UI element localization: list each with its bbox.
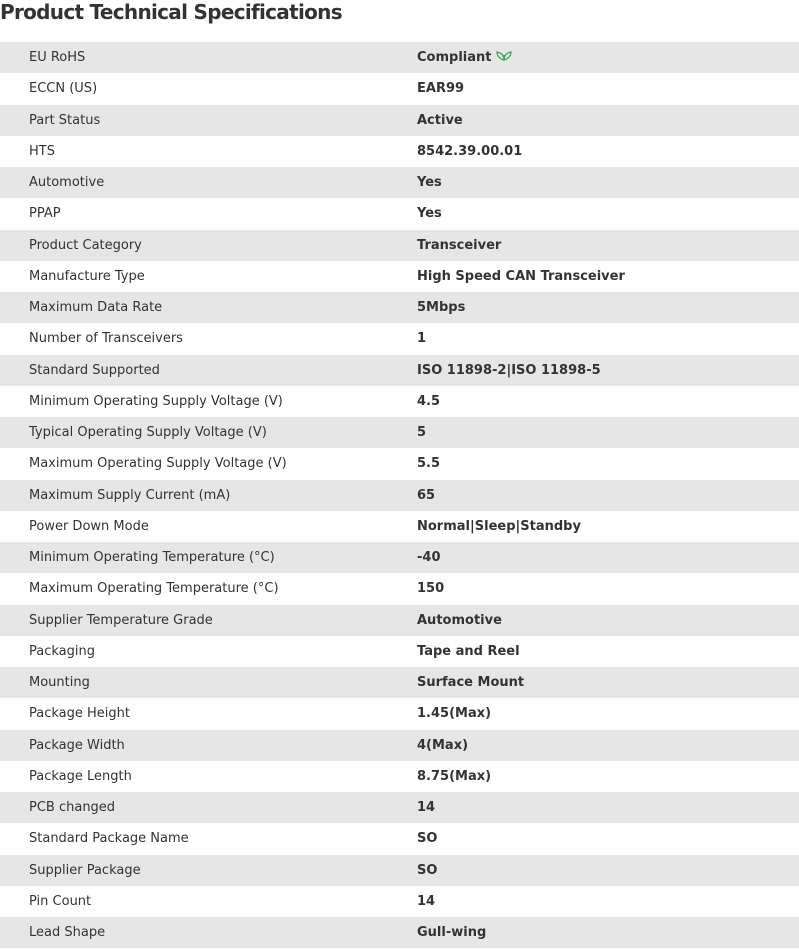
spec-value: Tape and Reel (417, 643, 520, 659)
table-row (0, 886, 799, 917)
spec-label: Product Category (29, 237, 142, 253)
spec-label: Standard Package Name (29, 831, 189, 847)
spec-label: Minimum Operating Supply Voltage (V) (29, 393, 283, 409)
spec-label: Package Length (29, 768, 132, 784)
spec-label: Part Status (29, 112, 101, 128)
table-row (0, 230, 799, 261)
table-row (0, 761, 799, 792)
spec-value: ISO 11898-2|ISO 11898-5 (417, 362, 601, 378)
spec-value: 5.5 (417, 456, 441, 472)
spec-value: Yes (417, 175, 442, 191)
spec-value: 14 (417, 800, 436, 816)
spec-label: Packaging (29, 643, 95, 659)
table-row (0, 417, 799, 448)
table-row (0, 855, 799, 886)
table-row (0, 261, 799, 292)
table-row (0, 386, 799, 417)
spec-label: HTS (29, 143, 55, 159)
spec-label: Pin Count (29, 893, 92, 909)
table-row (0, 480, 799, 511)
spec-label: PPAP (29, 206, 61, 222)
spec-label: EU RoHS (29, 50, 86, 66)
spec-value: 1.45(Max) (417, 706, 492, 722)
table-row (0, 636, 799, 667)
spec-value: Automotive (417, 612, 502, 628)
spec-label: Supplier Temperature Grade (29, 612, 213, 628)
spec-label: Minimum Operating Temperature (°C) (29, 550, 275, 566)
spec-value: 4(Max) (417, 737, 469, 753)
spec-value: Yes (417, 206, 442, 222)
table-row (0, 323, 799, 354)
spec-label: Supplier Package (29, 862, 141, 878)
leaf-icon (496, 49, 512, 65)
spec-label: Package Width (29, 737, 125, 753)
table-row (0, 355, 799, 386)
table-row (0, 136, 799, 167)
table-row (0, 167, 799, 198)
spec-label: Package Height (29, 706, 130, 722)
spec-value: Normal|Sleep|Standby (417, 518, 581, 534)
spec-label: Automotive (29, 175, 105, 191)
table-row (0, 42, 799, 73)
spec-label: Lead Shape (29, 925, 106, 941)
spec-table (0, 42, 799, 948)
spec-value: High Speed CAN Transceiver (417, 268, 625, 284)
spec-label: Manufacture Type (29, 268, 145, 284)
table-row (0, 448, 799, 479)
spec-label: Maximum Operating Temperature (°C) (29, 581, 279, 597)
spec-value: 14 (417, 893, 436, 909)
table-row (0, 792, 799, 823)
spec-label: PCB changed (29, 800, 116, 816)
table-row (0, 698, 799, 729)
table-row (0, 105, 799, 136)
table-row (0, 73, 799, 104)
spec-value: 1 (417, 331, 427, 347)
table-row (0, 605, 799, 636)
spec-label: Mounting (29, 675, 90, 691)
table-row (0, 511, 799, 542)
spec-value: Surface Mount (417, 675, 525, 691)
spec-label: Power Down Mode (29, 518, 149, 534)
spec-value: SO (417, 831, 438, 847)
table-row (0, 292, 799, 323)
table-row (0, 667, 799, 698)
spec-value: Transceiver (417, 237, 502, 253)
spec-value: 150 (417, 581, 445, 597)
spec-value-text: Compliant (417, 50, 492, 66)
table-row (0, 198, 799, 229)
table-row (0, 542, 799, 573)
spec-value: -40 (417, 550, 441, 566)
spec-label: Typical Operating Supply Voltage (V) (29, 425, 267, 441)
spec-value: SO (417, 862, 438, 878)
table-row (0, 573, 799, 604)
spec-value: 8.75(Max) (417, 768, 492, 784)
spec-value: 5 (417, 425, 427, 441)
table-row (0, 823, 799, 854)
spec-label: Maximum Operating Supply Voltage (V) (29, 456, 287, 472)
table-row (0, 917, 799, 948)
table-row (0, 730, 799, 761)
spec-value: Gull-wing (417, 925, 487, 941)
spec-label: Maximum Supply Current (mA) (29, 487, 231, 503)
spec-value: EAR99 (417, 81, 465, 97)
spec-value: 4.5 (417, 393, 441, 409)
spec-label: ECCN (US) (29, 81, 98, 97)
spec-value: 8542.39.00.01 (417, 143, 523, 159)
spec-label: Number of Transceivers (29, 331, 183, 347)
spec-value: 5Mbps (417, 300, 466, 316)
spec-label: Standard Supported (29, 362, 160, 378)
page-title: Product Technical Specifications (0, 0, 342, 24)
spec-value (417, 42, 799, 73)
spec-value: 65 (417, 487, 436, 503)
spec-label: Maximum Data Rate (29, 300, 163, 316)
spec-value: Active (417, 112, 463, 128)
